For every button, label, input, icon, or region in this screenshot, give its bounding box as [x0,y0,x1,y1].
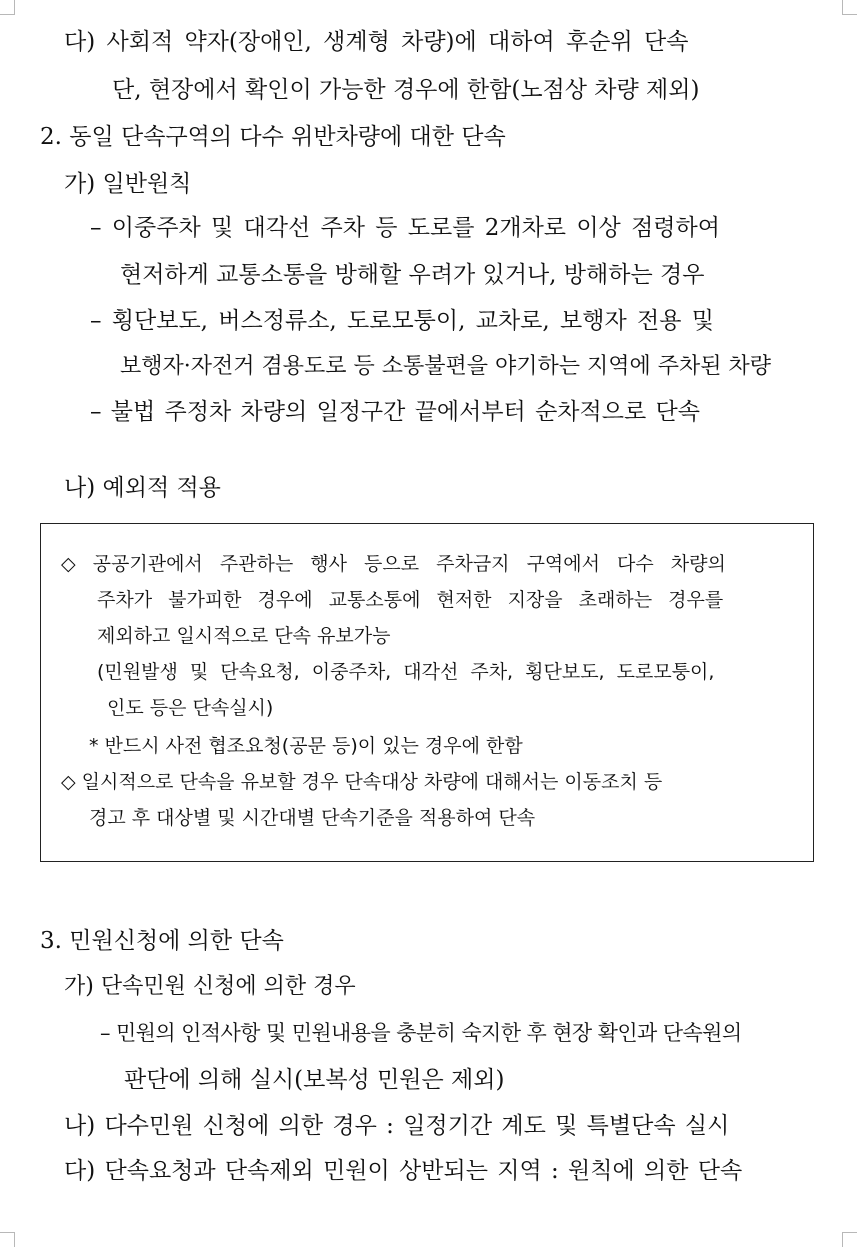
box-line: ◇ 일시적으로 단속을 유보할 경우 단속대상 차량에 대해서는 이동조치 등 [61,771,663,793]
page-corner-mark [0,0,15,15]
box-line: 인도 등은 단속실시) [107,697,274,719]
box-line: 주차가 불가피한 경우에 교통소통에 현저한 지장을 초래하는 경우를 [97,589,724,611]
box-line: 경고 후 대상별 및 시간대별 단속기준을 적용하여 단속 [89,807,536,829]
page-corner-mark [842,1232,857,1247]
box-line: ◇ 공공기관에서 주관하는 행사 등으로 주차금지 구역에서 다수 차량의 [61,553,726,575]
exception-notice-box [40,523,814,862]
bullet-continuation: 현저하게 교통소통을 방해할 우려가 있거나, 방해하는 경우 [120,262,705,288]
section-3-ga-title: 가) 단속민원 신청에 의한 경우 [64,974,356,999]
bullet-line: – 이중주차 및 대각선 주차 등 도로를 2개차로 이상 점령하여 [90,215,720,241]
bullet-line: – 민원의 인적사항 및 민원내용을 충분히 숙지한 후 현장 확인과 단속원의 [100,1021,742,1045]
section-2-na-title: 나) 예외적 적용 [64,475,221,501]
item-da-continuation: 단, 현장에서 확인이 가능한 경우에 한함(노점상 차량 제외) [112,77,700,103]
box-line: * 반드시 사전 협조요청(공문 등)이 있는 경우에 한함 [89,735,523,757]
item-da-text: 다) 사회적 약자(장애인, 생계형 차량)에 대하여 후순위 단속 [64,29,689,55]
section-2-heading: 2. 동일 단속구역의 다수 위반차량에 대한 단속 [40,124,506,150]
bullet-continuation: 보행자·자전거 겸용도로 등 소통불편을 야기하는 지역에 주차된 차량 [120,354,772,379]
section-3-heading: 3. 민원신청에 의한 단속 [40,928,284,954]
page-corner-mark [842,0,857,15]
section-3-da-line: 다) 단속요청과 단속제외 민원이 상반되는 지역 : 원칙에 의한 단속 [64,1158,743,1184]
box-line: 제외하고 일시적으로 단속 유보가능 [97,625,391,647]
bullet-line: – 불법 주정차 차량의 일정구간 끝에서부터 순차적으로 단속 [90,399,700,425]
box-line: (민원발생 및 단속요청, 이중주차, 대각선 주차, 횡단보도, 도로모퉁이, [97,661,715,683]
bullet-line: – 횡단보도, 버스정류소, 도로모퉁이, 교차로, 보행자 전용 및 [90,308,714,334]
page-corner-mark [0,1232,15,1247]
bullet-continuation: 판단에 의해 실시(보복성 민원은 제외) [124,1067,505,1093]
section-3-na-line: 나) 다수민원 신청에 의한 경우 : 일정기간 계도 및 특별단속 실시 [64,1113,730,1139]
section-2-ga-title: 가) 일반원칙 [64,171,192,197]
